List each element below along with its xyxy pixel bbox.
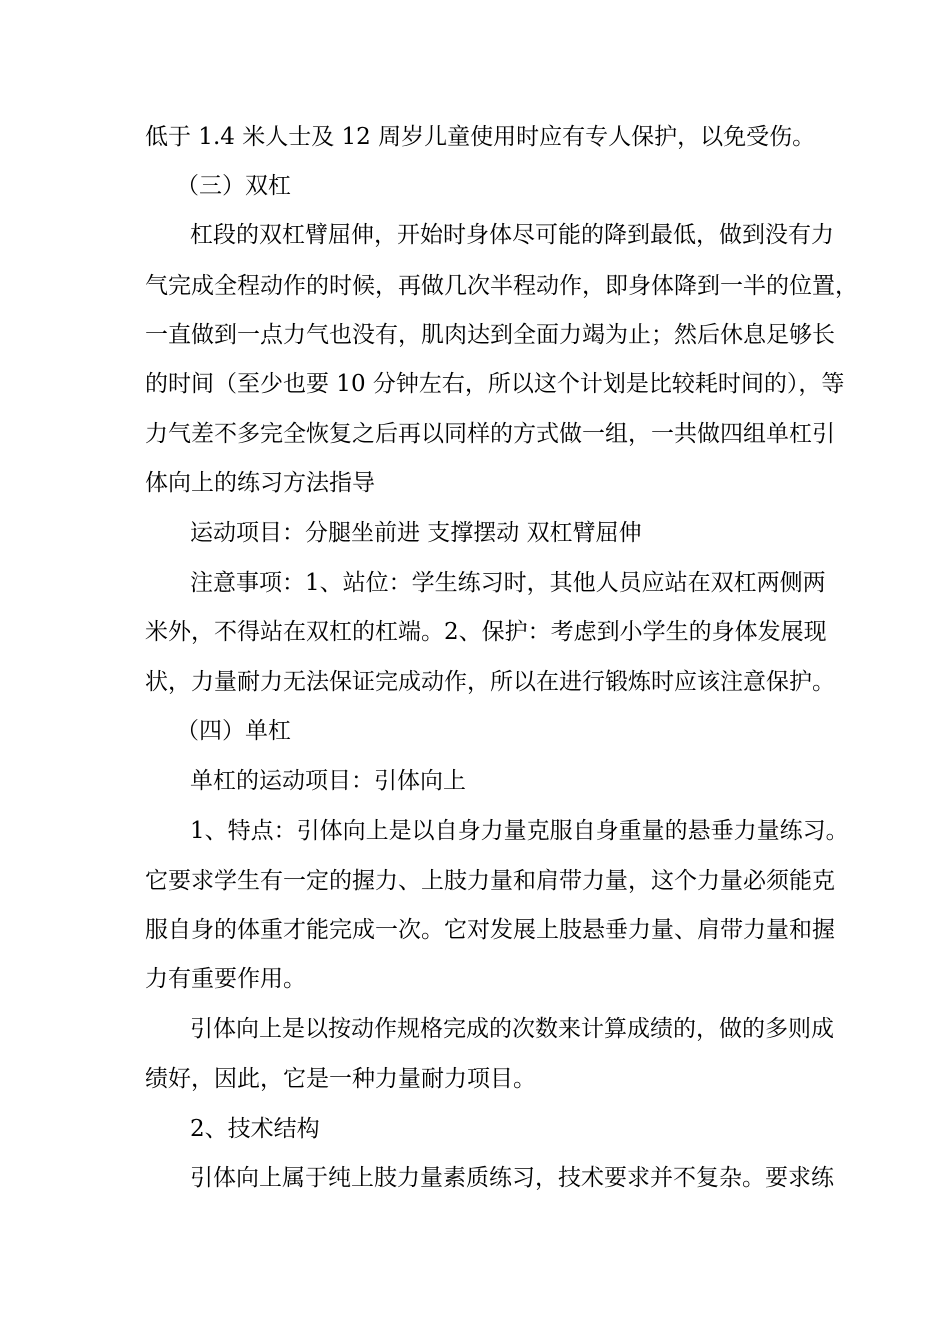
section-heading: （三）双杠 [176,173,291,199]
text-line: 引体向上是以按动作规格完成的次数来计算成绩的，做的多则成 [190,1016,834,1042]
text-line: 一直做到一点力气也没有，肌肉达到全面力竭为止；然后休息足够长 [145,322,835,348]
text-line: 力气差不多完全恢复之后再以同样的方式做一组，一共做四组单杠引 [145,421,835,447]
text-line: 它要求学生有一定的握力、上肢力量和肩带力量，这个力量必须能克 [145,868,835,894]
text-line: 状，力量耐力无法保证完成动作，所以在进行锻炼时应该注意保护。 [145,669,835,695]
text-line: 力有重要作用。 [145,966,306,992]
text-line: 体向上的练习方法指导 [145,470,375,496]
text-line: 引体向上属于纯上肢力量素质练习，技术要求并不复杂。要求练 [190,1165,834,1191]
text-line: 注意事项：1、站位：学生练习时，其他人员应站在双杠两侧两 [190,570,826,596]
text-line: 单杠的运动项目：引体向上 [190,768,466,794]
text-line: 米外，不得站在双杠的杠端。2、保护：考虑到小学生的身体发展现 [145,619,827,645]
text-line: 运动项目：分腿坐前进 支撑摆动 双杠臂屈伸 [190,520,642,546]
text-line: 服自身的体重才能完成一次。它对发展上肢悬垂力量、肩带力量和握 [145,917,835,943]
subsection-heading: 2、技术结构 [190,1116,320,1142]
text-line: 绩好，因此，它是一种力量耐力项目。 [145,1066,536,1092]
text-line: 气完成全程动作的时候，再做几次半程动作，即身体降到一半的位置， [145,273,858,299]
text-line: 的时间（至少也要 10 分钟左右，所以这个计划是比较耗时间的），等 [145,371,845,397]
text-line: 杠段的双杠臂屈伸，开始时身体尽可能的降到最低，做到没有力 [190,222,834,248]
text-line: 1、特点：引体向上是以自身力量克服自身重量的悬垂力量练习。 [190,818,849,844]
text-line: 低于 1.4 米人士及 12 周岁儿童使用时应有专人保护，以免受伤。 [145,124,816,150]
section-heading: （四）单杠 [176,718,291,744]
